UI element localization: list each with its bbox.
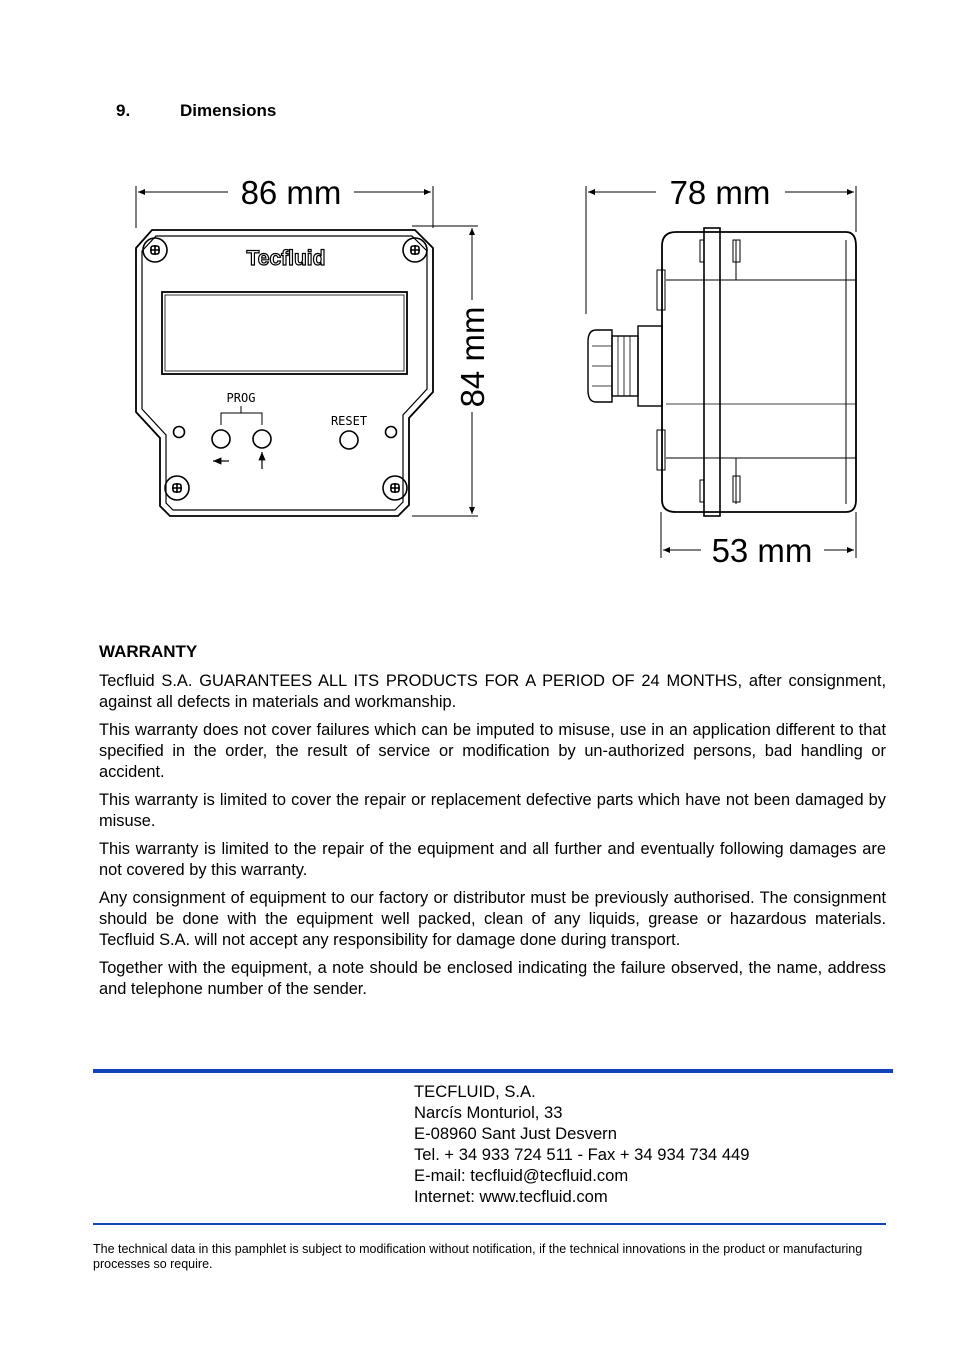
warranty-paragraph: Any consignment of equipment to our factory or distributor must be previously authorised. The consignment should be done with the equipment well packed, clean of any liquids, grease or hazardous materials. Tecfluid S.A. will not accept any responsibility for damage done during transport. — [99, 889, 886, 949]
up-button — [253, 430, 271, 448]
side-view — [586, 174, 856, 569]
warranty-section — [99, 641, 886, 1007]
address-street: Narcís Monturiol, 33 — [414, 1103, 563, 1122]
led-left — [174, 427, 185, 438]
footer-divider-top — [93, 1069, 893, 1073]
warranty-title: WARRANTY — [99, 642, 198, 661]
screw-bottom-left — [165, 476, 189, 500]
warranty-paragraph: Tecfluid S.A. GUARANTEES ALL ITS PRODUCTS FOR A PERIOD OF 24 MONTHS, after consignment, against all defects in materials and workmanship. — [99, 672, 886, 711]
screw-top-right — [403, 238, 427, 262]
footnote: The technical data in this pamphlet is subject to modification without notification, if the technical innovations in the product or manufacturing processes so require. — [93, 1242, 863, 1271]
address-phone: Tel. + 34 933 724 511 - Fax + 34 934 734 449 — [414, 1145, 750, 1164]
height-dimension-label: 84 mm — [454, 306, 491, 408]
warranty-paragraph: Together with the equipment, a note should be enclosed indicating the failure observed, the name, address and telephone number of the sender. — [99, 959, 886, 998]
warranty-paragraph: This warranty is limited to cover the repair or replacement defective parts which have not been damaged by misuse. — [99, 791, 886, 830]
led-right — [386, 427, 397, 438]
section-number: 9. — [116, 101, 131, 120]
company-address — [414, 1081, 750, 1207]
width-dimension-label: 86 mm — [240, 174, 342, 211]
body-depth-dimension-label: 53 mm — [711, 532, 813, 569]
prog-label: PROG — [226, 391, 256, 405]
address-city: E-08960 Sant Just Desvern — [414, 1124, 617, 1143]
section-title: Dimensions — [180, 101, 277, 120]
footer-divider-bottom — [93, 1223, 886, 1225]
front-view — [136, 174, 491, 516]
warranty-paragraph: This warranty is limited to the repair of the equipment and all further and eventually following damages are not covered by this warranty. — [99, 840, 886, 879]
reset-label: RESET — [330, 414, 368, 428]
reset-button — [340, 431, 358, 449]
warranty-paragraph: This warranty does not cover failures which can be imputed to misuse, use in an application different to that specified in the order, the result of service or modification by un-authorized persons, bad handling or accident. — [99, 721, 886, 781]
tecfluid-logo: Tecfluid — [246, 247, 326, 270]
address-website[interactable]: Internet: www.tecfluid.com — [414, 1187, 608, 1206]
company-name: TECFLUID, S.A. — [414, 1082, 536, 1101]
dimensions-drawing — [0, 0, 954, 610]
lcd-display — [162, 292, 407, 374]
depth-dimension-label: 78 mm — [669, 174, 771, 211]
screw-top-left — [143, 238, 167, 262]
address-email[interactable]: E-mail: tecfluid@tecfluid.com — [414, 1166, 629, 1185]
left-button — [212, 430, 230, 448]
